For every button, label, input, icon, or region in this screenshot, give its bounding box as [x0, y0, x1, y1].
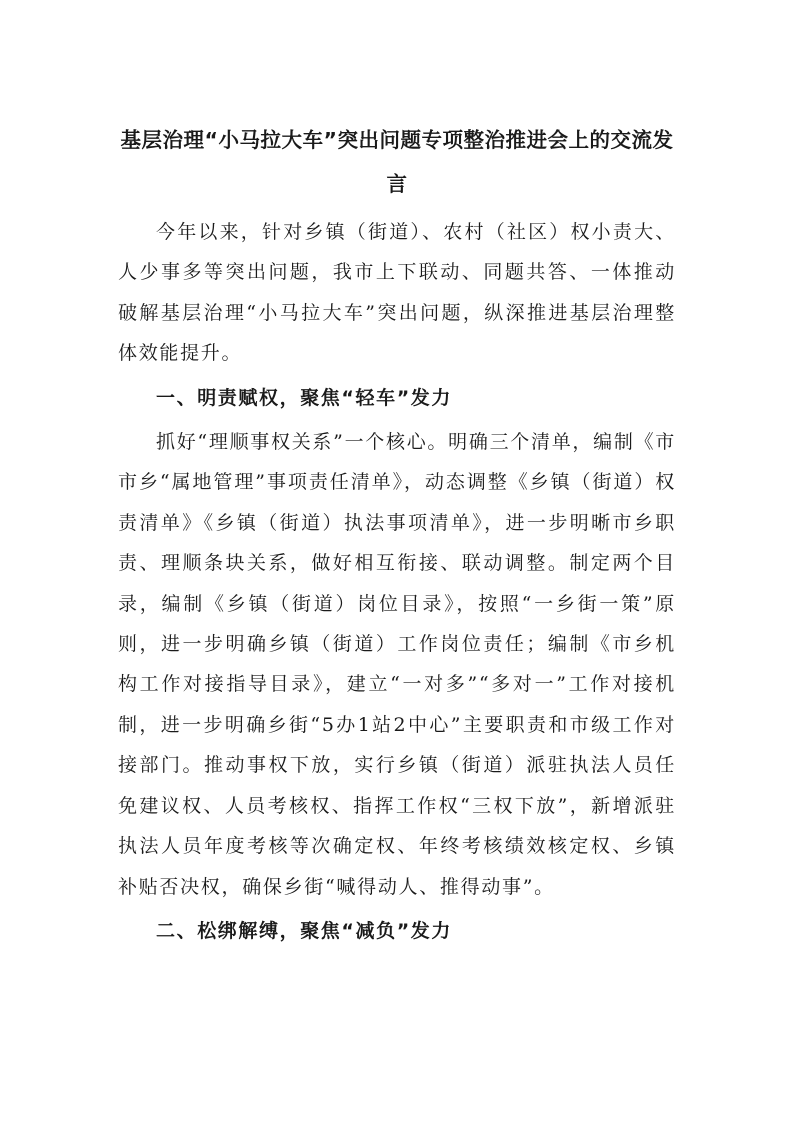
intro-paragraph: 今年以来，针对乡镇（街道）、农村（社区）权小责大、人少事多等突出问题，我市上下联动、同题共答、一体推动破解基层治理“小马拉大车”突出问题，纵深推进基层治理整体效能提升。	[118, 221, 676, 365]
document-body	[118, 212, 676, 955]
document-title: 基层治理“小马拉大车”突出问题专项整治推进会上的交流发言	[120, 128, 674, 196]
section-1-paragraph: 抓好“理顺事权关系”一个核心。明确三个清单，编制《市市乡“属地管理”事项责任清单》，动态调整《乡镇（街道）权责清单》《乡镇（街道）执法事项清单》，进一步明晰市乡职责、理顺条块关系，做好相互衔接、联动调整。制定两个目录，编制《乡镇（街道）岗位目录》，按照“一乡街一策”原则，进一步明确乡镇（街道）工作岗位责任；编制《市乡机构工作对接指导目录》，建立“一对多”“多对一”工作对接机制，进一步明确乡街“5办1站2中心”主要职责和市级工作对接部门。推动事权下放，实行乡镇（街道）派驻执法人员任免建议权、人员考核权、指挥工作权“三权下放”，新增派驻执法人员年度考核等次确定权、年终考核绩效核定权、乡镇补贴否决权，确保乡街“喊得动人、推得动事”。	[118, 431, 676, 898]
section-1-heading: 一、明责赋权，聚焦“轻车”发力	[156, 386, 452, 409]
section-2-heading: 二、松绑解缚，聚焦“减负”发力	[156, 919, 452, 942]
